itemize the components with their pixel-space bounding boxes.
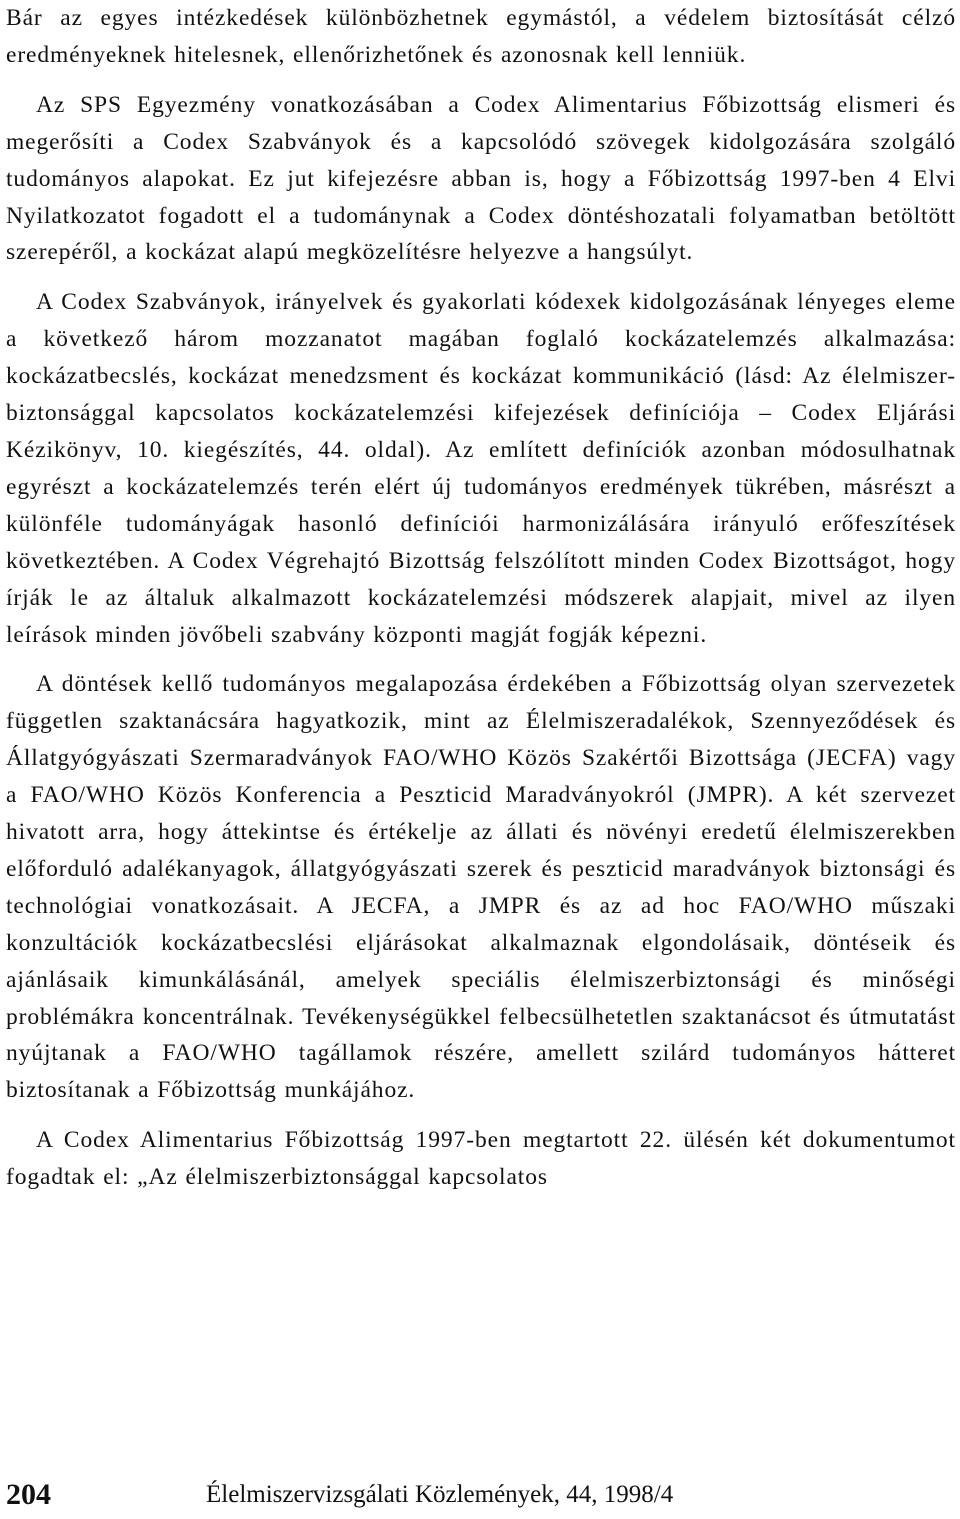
paragraph: Bár az egyes intézkedések különbözhetnek egymástól, a védelem biztosítását célzó eredményeknek hitelesnek, ellenőrizhetőnek és azonosnak kell lenniük. (6, 5, 956, 68)
paragraph: A Codex Szabványok, irányelvek és gyakorlati kódexek kidolgozásának lényeges eleme a következő három mozzanatot magában foglaló kockázatelemzés alkalmazása: kockázatbecslés, kockázat menedzsment és kockázat kommunikáció (lásd: Az élelmiszer-biztonsággal kapcsolatos kockázatelemzési kifejezések definíciója – Codex Eljárási Kézikönyv, 10. kiegészítés, 44. oldal). Az említett definíciók azonban módosulhatnak egyrészt a kockázatelemzés terén elért új tudományos eredmények tükrében, másrészt a különféle tudományágak hasonló definíciói harmonizálására irányuló erőfeszítések következtében. A Codex Végrehajtó Bizottság felszólított minden Codex Bizottságot, hogy írják le az általuk alkalmazott kockázatelemzési módszerek alapjait, mivel az ilyen leírások minden jövőbeli szabvány központi magját fogják képezni. (6, 289, 956, 648)
page-number: 204 (6, 1478, 51, 1511)
document-body (6, 0, 956, 1196)
paragraph: A döntések kellő tudományos megalapozása érdekében a Főbizottság olyan szervezetek független szaktanácsára hagyatkozik, mint az Élelmiszeradalékok, Szennyeződések és Állatgyógyászati Szermaradványok FAO/WHO Közös Szakértői Bizottsága (JECFA) vagy a FAO/WHO Közös Konferencia a Peszticid Maradványokról (JMPR). A két szervezet hivatott arra, hogy áttekintse és értékelje az állati és növényi eredetű élelmiszerekben előforduló adalékanyagok, állatgyógyászati szerek és peszticid maradványok biztonsági és technológiai vonatkozásait. A JECFA, a JMPR és az ad hoc FAO/WHO műszaki konzultációk kockázatbecslési eljárásokat alkalmaznak elgondolásaik, döntéseik és ajánlásaik kimunkálásánál, amelyek speciális élelmiszerbiztonsági és minőségi problémákra koncentrálnak. Tevékenységükkel felbecsülhetetlen szaktanácsot és útmutatást nyújtanak a FAO/WHO tagállamok részére, amellett szilárd tudományos hátteret biztosítanak a Főbizottság munkájához. (6, 671, 956, 1104)
journal-title: Élelmiszervizsgálati Közlemények, 44, 1998/4 (206, 1481, 674, 1508)
paragraph: A Codex Alimentarius Főbizottság 1997-ben megtartott 22. ülésén két dokumentumot fogadtak el: „Az élelmiszerbiztonsággal kapcsolatos (6, 1127, 956, 1191)
paragraph: Az SPS Egyezmény vonatkozásában a Codex Alimentarius Főbizottság elismeri és megerősíti a Codex Szabványok és a kapcsolódó szövegek kidolgozására szolgáló tudományos alapokat. Ez jut kifejezésre abban is, hogy a Főbizottság 1997-ben 4 Elvi Nyilatkozatot fogadott el a tudománynak a Codex döntéshozatali folyamatban betöltött szerepéről, a kockázat alapú megközelítésre helyezve a hangsúlyt. (6, 91, 956, 266)
